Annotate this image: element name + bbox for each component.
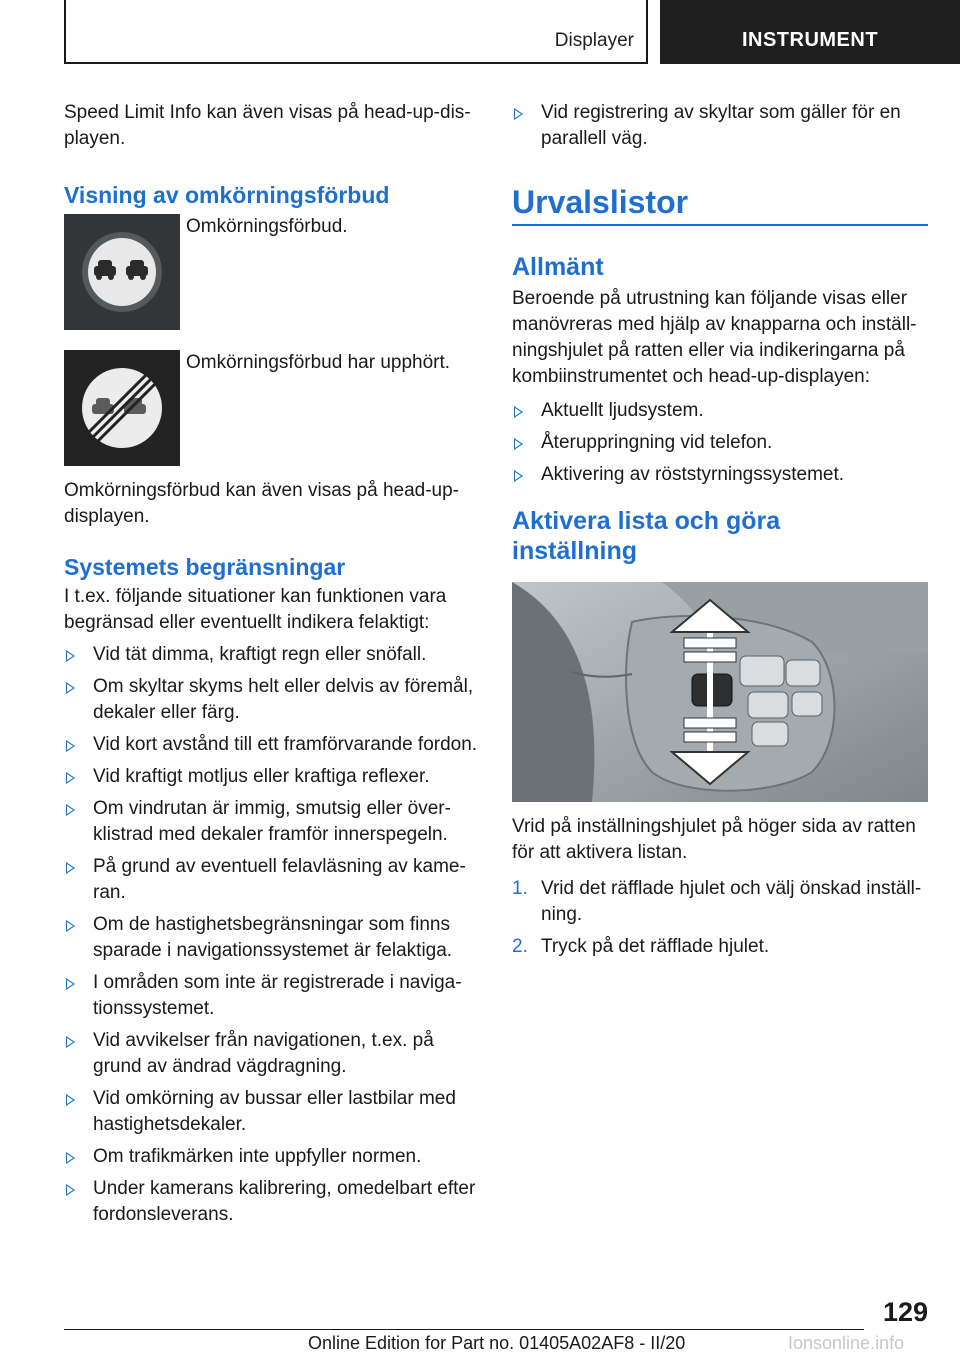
bullet-triangle-icon xyxy=(514,406,523,418)
heading-activate: Aktivera lista och göra inställning xyxy=(512,507,781,565)
bullet-triangle-icon xyxy=(66,1184,75,1196)
bullet-triangle-icon xyxy=(66,1152,75,1164)
list-item: I områden som inte är registrerade i navigationssystemet. xyxy=(64,970,478,1022)
bullet-triangle-icon xyxy=(514,108,523,120)
bullet-triangle-icon xyxy=(66,804,75,816)
wheel-paragraph: Vrid på inställningshjulet på höger sida av ratten för att aktivera listan. xyxy=(512,816,916,863)
right-column xyxy=(512,100,928,966)
header-chapter-tab: INSTRUMENT xyxy=(660,0,960,64)
list-item: Om skyltar skyms helt eller delvis av föremål, dekaler eller färg. xyxy=(64,674,478,726)
intro-paragraph: Speed Limit Info kan även visas på head-up-displayen. xyxy=(64,102,471,149)
steps-list xyxy=(512,876,928,960)
heading-general: Allmänt xyxy=(512,253,604,281)
list-item: Aktivering av röststyrningssystemet. xyxy=(512,462,928,488)
bullet-triangle-icon xyxy=(66,650,75,662)
bullet-triangle-icon xyxy=(66,862,75,874)
heading-urvalslistor: Urvalslistor xyxy=(512,184,689,220)
limits-list xyxy=(64,642,478,1228)
general-list xyxy=(512,398,928,488)
heading-overtaking: Visning av omkörningsförbud xyxy=(64,182,390,208)
list-item: Vid kraftigt motljus eller kraftiga reflexer. xyxy=(64,764,478,790)
bullet-triangle-icon xyxy=(66,682,75,694)
footer-edition: Online Edition for Part no. 01405A02AF8 - II/20 xyxy=(308,1333,686,1353)
bullet-triangle-icon xyxy=(66,1094,75,1106)
limits-list-continued xyxy=(512,100,928,152)
list-item: Återuppringning vid telefon. xyxy=(512,430,928,456)
left-column xyxy=(64,100,478,1234)
bullet-triangle-icon xyxy=(514,438,523,450)
footer-rule xyxy=(64,1329,864,1330)
bullet-triangle-icon xyxy=(66,920,75,932)
heading-limits: Systemets begränsningar xyxy=(64,554,346,580)
header-section-box xyxy=(64,0,648,64)
list-item: Vid avvikelser från navigationen, t.ex. på grund av ändrad vägdragning. xyxy=(64,1028,478,1080)
list-item: 2. Tryck på det räfflade hjulet. xyxy=(512,936,770,957)
limits-intro: I t.ex. följande situationer kan funktionen vara begränsad eller eventuellt indikera felaktigt: xyxy=(64,586,447,633)
steering-wheel-controls-image xyxy=(512,582,928,802)
bullet-triangle-icon xyxy=(514,470,523,482)
no-overtaking-sign-image xyxy=(64,214,180,330)
list-item: Vid tät dimma, kraftigt regn eller snöfall. xyxy=(64,642,478,668)
overtaking-note: Omkörningsförbud kan även visas på head-up-displayen. xyxy=(64,480,460,527)
list-item: 1. Vrid det räfflade hjulet och välj önskad inställning. xyxy=(512,878,922,925)
sign1-caption: Omkörningsförbud. xyxy=(186,216,348,237)
list-item: Vid omkörning av bussar eller lastbilar med hastighetsdekaler. xyxy=(64,1086,478,1138)
heading-rule xyxy=(512,224,928,226)
list-item: Om vindrutan är immig, smutsig eller överklistrad med dekaler framför innerspegeln. xyxy=(64,796,478,848)
page-number: 129 xyxy=(882,1297,928,1327)
list-item: Om de hastighetsbegränsningar som finns sparade i navigationssystemet är felaktiga. xyxy=(64,912,478,964)
bullet-triangle-icon xyxy=(66,978,75,990)
list-item: Om trafikmärken inte uppfyller normen. xyxy=(64,1144,478,1170)
bullet-triangle-icon xyxy=(66,1036,75,1048)
bullet-triangle-icon xyxy=(66,772,75,784)
sign-row-overtaking-end xyxy=(64,350,478,466)
list-item: Vid kort avstånd till ett framförvarande fordon. xyxy=(64,732,478,758)
list-item: Under kamerans kalibrering, omedelbart efter fordonsleverans. xyxy=(64,1176,478,1228)
sign-row-overtaking xyxy=(64,214,478,330)
end-of-no-overtaking-sign-image xyxy=(64,350,180,466)
sign2-caption: Omkörningsförbud har upphört. xyxy=(186,352,451,373)
list-item: Vid registrering av skyltar som gäller för en parallell väg. xyxy=(512,100,928,152)
footer-watermark: Ionsonline.info xyxy=(788,1333,905,1353)
list-item: På grund av eventuell felavläsning av kameran. xyxy=(64,854,478,906)
list-item: Aktuellt ljudsystem. xyxy=(512,398,928,424)
bullet-triangle-icon xyxy=(66,740,75,752)
general-paragraph: Beroende på utrustning kan följande visas eller manövreras med hjälp av knapparna och inställningshjulet på ratten eller via indikeringarna på kombiinstrumentet och head-up-displayen: xyxy=(512,288,917,387)
header-section-title: Displayer xyxy=(554,30,634,51)
